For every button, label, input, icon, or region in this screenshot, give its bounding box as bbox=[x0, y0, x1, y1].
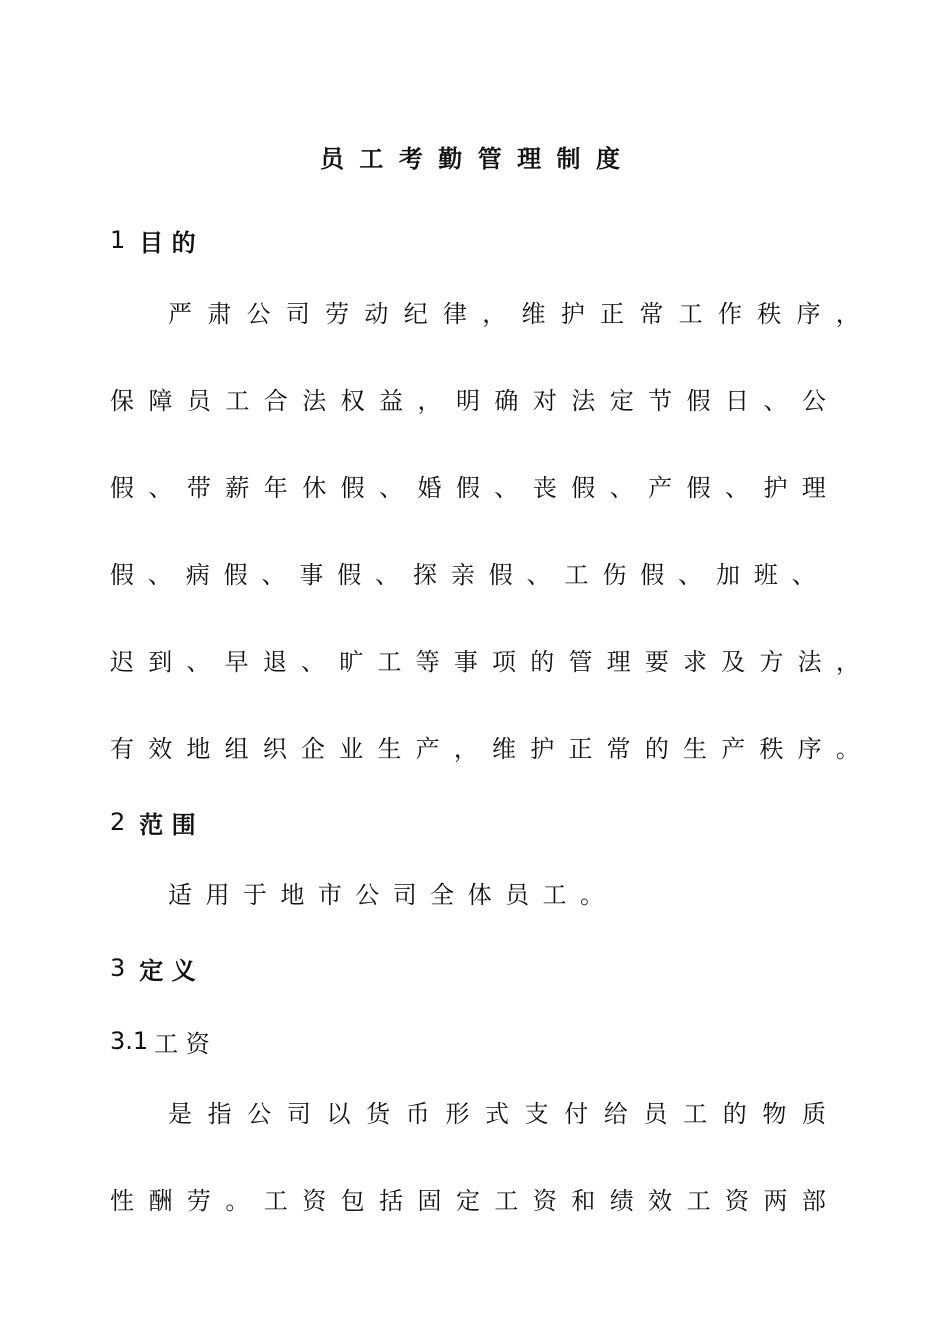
text-char: 包 bbox=[340, 1187, 365, 1215]
text-char: 有 bbox=[110, 735, 134, 763]
text-char: 生 bbox=[683, 735, 708, 763]
text-char: 员 bbox=[505, 881, 530, 909]
text-char: 、 bbox=[678, 561, 703, 589]
text-char: 假 bbox=[640, 561, 665, 589]
text-char: 障 bbox=[148, 387, 173, 415]
text-char: 到 bbox=[148, 648, 173, 676]
text-char: 。 bbox=[225, 1187, 250, 1215]
text-char: 和 bbox=[571, 1187, 596, 1215]
text-char: 项 bbox=[492, 648, 517, 676]
text-char: 理 bbox=[801, 474, 826, 502]
text-char: 工 bbox=[686, 1187, 711, 1215]
text-char: 员 bbox=[320, 144, 344, 173]
text-char: 制 bbox=[556, 144, 581, 173]
text-char: 、 bbox=[375, 561, 400, 589]
text-char: 求 bbox=[683, 648, 708, 676]
text-char: 护 bbox=[530, 735, 555, 763]
text-char: 织 bbox=[262, 735, 287, 763]
text-char: 形 bbox=[445, 1100, 470, 1128]
text-char: 理 bbox=[517, 144, 542, 173]
text-char: 、 bbox=[379, 474, 404, 502]
text-char: 公 bbox=[246, 300, 271, 328]
text-char: 工 bbox=[494, 1187, 519, 1215]
text-char: 假 bbox=[488, 561, 513, 589]
text-char: 、 bbox=[301, 648, 326, 676]
text-char: 地 bbox=[280, 881, 305, 909]
text-char: 资 bbox=[725, 1187, 749, 1215]
document-title bbox=[320, 136, 620, 176]
text-char: 公 bbox=[355, 881, 380, 909]
text-char: 律 bbox=[442, 300, 467, 328]
text-char: 保 bbox=[110, 387, 134, 415]
text-char: 序 bbox=[797, 735, 822, 763]
text-char: 假 bbox=[340, 474, 365, 502]
text-char: 假 bbox=[223, 561, 248, 589]
text-char: 、 bbox=[526, 561, 551, 589]
section-title: 范 围 bbox=[139, 810, 196, 839]
text-char: 企 bbox=[301, 735, 326, 763]
text-char: 节 bbox=[648, 387, 673, 415]
text-char: 伤 bbox=[602, 561, 627, 589]
text-char: 司 bbox=[392, 881, 417, 909]
text-char: 指 bbox=[207, 1100, 232, 1128]
text-char: 法 bbox=[302, 387, 327, 415]
text-char: 婚 bbox=[417, 474, 442, 502]
text-char: 亲 bbox=[450, 561, 475, 589]
text-char: 绩 bbox=[609, 1187, 634, 1215]
section-heading-3 bbox=[110, 948, 196, 988]
text-char: 公 bbox=[801, 387, 826, 415]
text-char: 两 bbox=[763, 1187, 788, 1215]
text-char: 。 bbox=[835, 735, 860, 763]
text-char: 、 bbox=[763, 387, 788, 415]
text-char: 秩 bbox=[759, 735, 784, 763]
text-char: 退 bbox=[262, 648, 287, 676]
text-char: 法 bbox=[571, 387, 596, 415]
text-char: 给 bbox=[603, 1100, 628, 1128]
paragraph-line bbox=[110, 555, 816, 595]
text-char: 业 bbox=[339, 735, 364, 763]
text-char: 、 bbox=[791, 561, 816, 589]
text-char: 效 bbox=[148, 735, 173, 763]
text-char: 司 bbox=[286, 1100, 311, 1128]
section-title: 目 的 bbox=[139, 228, 196, 257]
text-char: 工 bbox=[678, 300, 703, 328]
text-char: 正 bbox=[600, 300, 625, 328]
text-char: 班 bbox=[753, 561, 778, 589]
text-char: 度 bbox=[595, 144, 620, 173]
text-char: 探 bbox=[413, 561, 437, 589]
text-char: 于 bbox=[242, 881, 267, 909]
text-char: 付 bbox=[564, 1100, 589, 1128]
text-char: 假 bbox=[455, 474, 480, 502]
section-number: 3 bbox=[110, 954, 126, 982]
text-char: 以 bbox=[326, 1100, 351, 1128]
text-char: 工 bbox=[683, 1100, 708, 1128]
section-heading-2 bbox=[110, 802, 196, 842]
text-char: 对 bbox=[532, 387, 557, 415]
text-char: 用 bbox=[205, 881, 230, 909]
text-char: 加 bbox=[716, 561, 740, 589]
text-char: 性 bbox=[110, 1187, 134, 1215]
text-char: 休 bbox=[302, 474, 327, 502]
text-char: 部 bbox=[801, 1187, 826, 1215]
text-char: 酬 bbox=[148, 1187, 173, 1215]
text-char: 假 bbox=[686, 474, 711, 502]
text-char: 益 bbox=[379, 387, 404, 415]
text-char: 事 bbox=[299, 561, 324, 589]
text-char: 工 bbox=[542, 881, 567, 909]
text-char: 护 bbox=[560, 300, 585, 328]
text-char: 纪 bbox=[403, 300, 428, 328]
paragraph-line bbox=[110, 729, 860, 769]
text-char: 公 bbox=[247, 1100, 272, 1128]
text-char: 定 bbox=[609, 387, 634, 415]
section-number: 2 bbox=[110, 808, 126, 836]
text-char: 假 bbox=[571, 474, 596, 502]
text-char: 劳 bbox=[325, 300, 350, 328]
section-number: 3.1 bbox=[110, 1027, 149, 1055]
text-char: 司 bbox=[285, 300, 310, 328]
paragraph-line bbox=[168, 294, 860, 334]
text-char: 、 bbox=[148, 474, 173, 502]
text-char: 事 bbox=[453, 648, 478, 676]
text-char: 产 bbox=[648, 474, 673, 502]
section-heading-1 bbox=[110, 220, 196, 260]
section-title: 定 义 bbox=[139, 956, 196, 985]
text-char: 产 bbox=[721, 735, 746, 763]
text-char: 的 bbox=[530, 648, 555, 676]
text-char: 体 bbox=[467, 881, 492, 909]
text-char: 质 bbox=[802, 1100, 826, 1128]
section-heading-3-1 bbox=[110, 1021, 210, 1061]
text-char: 早 bbox=[224, 648, 249, 676]
text-char: 货 bbox=[366, 1100, 391, 1128]
text-char: 作 bbox=[717, 300, 742, 328]
text-char: 序 bbox=[796, 300, 821, 328]
text-char: 是 bbox=[168, 1100, 192, 1128]
text-char: 、 bbox=[186, 648, 211, 676]
text-char: 假 bbox=[110, 474, 134, 502]
section-title: 工 资 bbox=[154, 1029, 210, 1058]
text-char: 全 bbox=[430, 881, 455, 909]
text-char: 固 bbox=[417, 1187, 442, 1215]
text-char: 生 bbox=[377, 735, 402, 763]
text-char: 员 bbox=[643, 1100, 668, 1128]
text-char: 迟 bbox=[110, 648, 134, 676]
text-char: 常 bbox=[639, 300, 664, 328]
paragraph-line bbox=[110, 381, 826, 421]
text-char: ， bbox=[453, 735, 478, 763]
text-char: 年 bbox=[263, 474, 288, 502]
text-char: 管 bbox=[477, 144, 502, 173]
text-char: 管 bbox=[568, 648, 593, 676]
text-char: 丧 bbox=[532, 474, 557, 502]
text-char: 市 bbox=[317, 881, 342, 909]
text-char: 护 bbox=[763, 474, 788, 502]
text-char: 动 bbox=[364, 300, 389, 328]
text-char: 、 bbox=[261, 561, 286, 589]
text-char: 合 bbox=[263, 387, 288, 415]
text-char: 明 bbox=[455, 387, 480, 415]
text-char: 、 bbox=[494, 474, 519, 502]
text-char: 维 bbox=[521, 300, 546, 328]
text-char: 假 bbox=[337, 561, 362, 589]
text-char: 病 bbox=[185, 561, 210, 589]
paragraph-line bbox=[110, 1181, 826, 1221]
text-char: 币 bbox=[405, 1100, 430, 1128]
text-char: 要 bbox=[644, 648, 669, 676]
text-char: 劳 bbox=[186, 1187, 211, 1215]
text-char: 维 bbox=[492, 735, 517, 763]
text-char: 及 bbox=[721, 648, 746, 676]
text-char: 理 bbox=[606, 648, 631, 676]
text-char: 薪 bbox=[225, 474, 250, 502]
text-char: 工 bbox=[564, 561, 589, 589]
paragraph-line bbox=[168, 875, 604, 915]
text-char: 勤 bbox=[438, 144, 463, 173]
text-char: 式 bbox=[485, 1100, 509, 1128]
text-char: 、 bbox=[609, 474, 634, 502]
text-char: 适 bbox=[168, 881, 192, 909]
text-char: 工 bbox=[377, 648, 402, 676]
text-char: 带 bbox=[186, 474, 211, 502]
text-char: 等 bbox=[415, 648, 440, 676]
text-char: 的 bbox=[722, 1100, 747, 1128]
paragraph-line bbox=[110, 642, 860, 682]
text-char: 肃 bbox=[207, 300, 232, 328]
text-char: 常 bbox=[606, 735, 631, 763]
text-char: ， bbox=[835, 648, 860, 676]
text-char: 的 bbox=[644, 735, 669, 763]
text-char: 假 bbox=[686, 387, 711, 415]
text-char: 员 bbox=[186, 387, 211, 415]
text-char: 考 bbox=[398, 144, 423, 173]
paragraph-line bbox=[168, 1094, 826, 1134]
text-char: 支 bbox=[524, 1100, 549, 1128]
text-char: 物 bbox=[762, 1100, 787, 1128]
text-char: 假 bbox=[110, 561, 134, 589]
text-char: 。 bbox=[579, 881, 604, 909]
text-char: ， bbox=[835, 300, 860, 328]
text-char: 组 bbox=[224, 735, 249, 763]
text-char: 定 bbox=[455, 1187, 480, 1215]
text-char: 工 bbox=[225, 387, 250, 415]
paragraph-line bbox=[110, 468, 826, 508]
text-char: 法 bbox=[797, 648, 822, 676]
text-char: 、 bbox=[147, 561, 172, 589]
text-char: 、 bbox=[725, 474, 749, 502]
text-char: 方 bbox=[759, 648, 784, 676]
text-char: 秩 bbox=[757, 300, 782, 328]
text-char: 日 bbox=[725, 387, 749, 415]
text-char: ， bbox=[482, 300, 507, 328]
text-char: 权 bbox=[340, 387, 365, 415]
text-char: 效 bbox=[648, 1187, 673, 1215]
text-char: 资 bbox=[302, 1187, 327, 1215]
text-char: 产 bbox=[415, 735, 440, 763]
text-char: 括 bbox=[379, 1187, 404, 1215]
section-number: 1 bbox=[110, 226, 126, 254]
text-char: 工 bbox=[263, 1187, 288, 1215]
text-char: 确 bbox=[494, 387, 519, 415]
text-char: 严 bbox=[168, 300, 192, 328]
text-char: 正 bbox=[568, 735, 593, 763]
text-char: ， bbox=[417, 387, 442, 415]
text-char: 工 bbox=[359, 144, 384, 173]
text-char: 旷 bbox=[339, 648, 364, 676]
text-char: 地 bbox=[186, 735, 211, 763]
text-char: 资 bbox=[532, 1187, 557, 1215]
